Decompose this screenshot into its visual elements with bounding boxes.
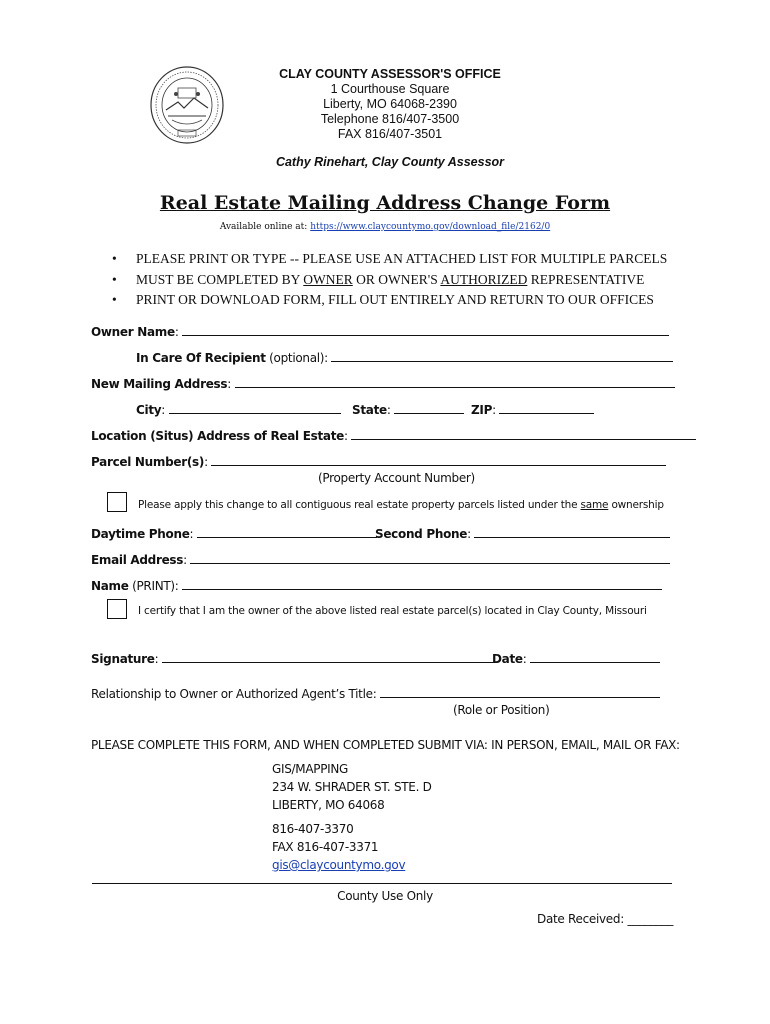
certify-owner-label: I certify that I am the owner of the above listed real estate parcel(s) located in Clay County, Missouri — [138, 605, 647, 617]
office-name: CLAY COUNTY ASSESSOR'S OFFICE — [279, 67, 501, 81]
page-title: Real Estate Mailing Address Change Form — [159, 192, 611, 214]
instruction-item: • MUST BE COMPLETED BY OWNER OR OWNER'S AUTHORIZED REPRESENTATIVE — [112, 270, 667, 291]
date-received-field: Date Received: ________ — [537, 912, 674, 926]
care-of-label: In Care Of Recipient — [136, 351, 266, 365]
submit-address-block — [272, 760, 432, 874]
situs-address-field[interactable]: Location (Situs) Address of Real Estate: — [91, 427, 696, 443]
state-label: State — [352, 403, 387, 417]
daytime-phone-label: Daytime Phone — [91, 527, 190, 541]
assessor-name: Cathy Rinehart, Clay County Assessor — [275, 155, 505, 169]
relationship-title-field[interactable]: Relationship to Owner or Authorized Agent’s Title: — [91, 685, 660, 701]
contiguous-parcels-checkbox[interactable] — [107, 492, 127, 512]
instruction-item: • PRINT OR DOWNLOAD FORM, FILL OUT ENTIRELY AND RETURN TO OUR OFFICES — [112, 290, 667, 311]
second-phone-label: Second Phone — [375, 527, 468, 541]
submit-street: 234 W. SHRADER ST. STE. D — [272, 780, 432, 794]
contiguous-parcels-label: Please apply this change to all contiguous real estate property parcels listed under the same ownership — [138, 499, 664, 511]
signature-label: Signature — [91, 652, 155, 666]
zip-label: ZIP — [471, 403, 493, 417]
situs-address-label: Location (Situs) Address of Real Estate — [91, 429, 344, 443]
care-of-field[interactable]: In Care Of Recipient (optional): — [136, 349, 673, 365]
form-download-link[interactable]: https://www.claycountymo.gov/download_file/2162/0 — [310, 222, 551, 232]
office-address-line1: 1 Courthouse Square — [330, 82, 450, 96]
owner-name-label: Owner Name — [91, 325, 175, 339]
zip-field[interactable]: ZIP: — [471, 401, 594, 417]
available-online-label: Available online at: — [219, 222, 311, 232]
county-use-heading: County Use Only — [337, 889, 433, 903]
instruction-item: • PLEASE PRINT OR TYPE -- PLEASE USE AN ATTACHED LIST FOR MULTIPLE PARCELS — [112, 249, 667, 270]
submit-instruction: PLEASE COMPLETE THIS FORM, AND WHEN COMPLETED SUBMIT VIA: IN PERSON, EMAIL, MAIL OR FAX: — [91, 738, 680, 752]
daytime-phone-field[interactable]: Daytime Phone: — [91, 525, 377, 541]
parcel-number-note: (Property Account Number) — [318, 471, 475, 485]
certify-owner-checkbox[interactable] — [107, 599, 127, 619]
submit-fax: FAX 816-407-3371 — [272, 840, 379, 854]
relationship-title-label: Relationship to Owner or Authorized Agent’s Title — [91, 687, 373, 701]
state-field[interactable]: State: — [352, 401, 464, 417]
email-address-field[interactable]: Email Address: — [91, 551, 670, 567]
county-seal-logo — [148, 64, 226, 146]
new-mailing-address-label: New Mailing Address — [91, 377, 228, 391]
city-label: City — [136, 403, 162, 417]
parcel-number-label: Parcel Number(s) — [91, 455, 205, 469]
submit-city: LIBERTY, MO 64068 — [272, 798, 385, 812]
name-print-label: Name — [91, 579, 129, 593]
date-label: Date — [492, 652, 523, 666]
role-position-note: (Role or Position) — [453, 703, 550, 717]
submit-department: GIS/MAPPING — [272, 762, 349, 776]
submit-email-link[interactable]: gis@claycountymo.gov — [272, 858, 406, 872]
county-use-divider — [92, 883, 672, 884]
owner-name-field[interactable]: Owner Name: — [91, 323, 669, 339]
date-field[interactable]: Date: — [492, 650, 660, 666]
parcel-number-field[interactable]: Parcel Number(s): — [91, 453, 666, 469]
office-fax: FAX 816/407-3501 — [337, 127, 443, 141]
new-mailing-address-field[interactable]: New Mailing Address: — [91, 375, 675, 391]
instructions-list — [112, 249, 667, 311]
submit-phone: 816-407-3370 — [272, 822, 354, 836]
office-address-line2: Liberty, MO 64068-2390 — [323, 97, 457, 111]
available-online — [0, 222, 770, 232]
office-telephone: Telephone 816/407-3500 — [320, 112, 460, 126]
city-field[interactable]: City: — [136, 401, 341, 417]
email-address-label: Email Address — [91, 553, 184, 567]
second-phone-field[interactable]: Second Phone: — [375, 525, 670, 541]
name-print-field[interactable]: Name (PRINT): — [91, 577, 662, 593]
signature-field[interactable]: Signature: — [91, 650, 495, 666]
